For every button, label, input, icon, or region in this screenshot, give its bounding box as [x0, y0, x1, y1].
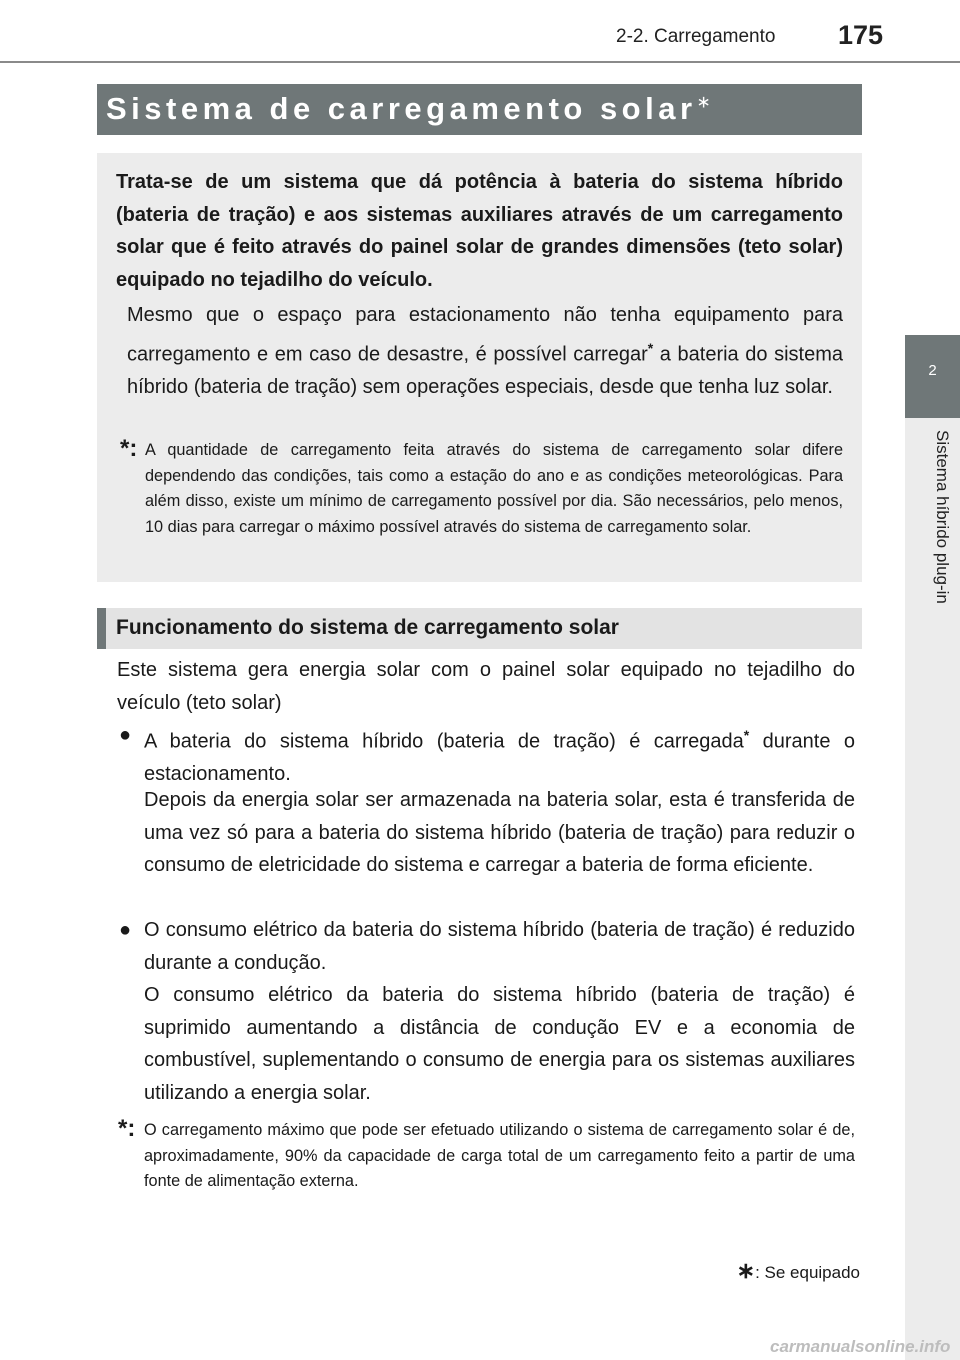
section-heading: [106, 91, 711, 127]
intro-paragraph-start: Mesmo que o espaço para estacionamento não tenha equipamento para carregamento e em caso de desastre, é possível carregar: [127, 304, 843, 366]
chapter-title: Sistema híbrido plug-in: [933, 430, 952, 604]
bullet-text-start: A bateria do sistema híbrido (bateria de tração) é carregada: [144, 730, 744, 753]
intro-summary: Trata-se de um sistema que dá potência à bateria do sistema híbrido (bateria de tração) e aos sistemas auxiliares através de um carregamento solar que é feito através do painel solar de grandes dimensões (teto solar) equipado no tejadilho do veículo.: [116, 171, 843, 291]
footnote-ref: *: [647, 339, 654, 356]
bullet-item: [144, 719, 855, 791]
bullet-icon: ●: [119, 919, 132, 941]
section-heading-text: Sistema de carregamento solar: [106, 91, 697, 126]
bullet-item: O consumo elétrico da bateria do sistema híbrido (bateria de tração) é reduzido durante a condução.: [144, 919, 855, 974]
intro-box: [97, 153, 862, 582]
note-marker: *:: [120, 435, 138, 462]
equipped-marker: ∗: [696, 92, 711, 112]
footnote-ref: *: [743, 727, 750, 743]
subheading: Funcionamento do sistema de carregamento solar: [116, 616, 619, 639]
intro-paragraph-end: a bateria do sistema híbrido (bateria de tração) sem operações especiais, desde que tenha luz solar.: [127, 343, 844, 398]
header-divider: [0, 61, 960, 63]
bullet-detail: O consumo elétrico da bateria do sistema híbrido (bateria de tração) é suprimido aumentando a distância de condução EV e a economia de combustível, suplementando o consumo de energia para os sistemas auxiliares utilizando a energia solar.: [144, 984, 855, 1104]
bullet-icon: ●: [119, 724, 132, 746]
note-marker: *:: [118, 1115, 136, 1142]
page-number: 175: [838, 20, 884, 50]
section-title: 2-2. Carregamento: [616, 26, 776, 47]
chapter-number: 2: [928, 362, 937, 379]
equipped-star: ∗: [736, 1258, 756, 1283]
section-heading-bar: [97, 84, 862, 135]
equipped-footnote: [737, 1258, 860, 1284]
bullet-text-end: durante o estacionamento.: [144, 730, 855, 786]
watermark: carmanualsonline.info: [770, 1337, 951, 1356]
intro-paragraph: [127, 299, 843, 403]
bullet-detail: Depois da energia solar ser armazenada na bateria solar, esta é transferida de uma vez só para a bateria do sistema híbrido (bateria de tração) para reduzir o consumo de eletricidade do sistema e carregar a bateria de forma eficiente.: [144, 789, 855, 876]
equipped-text: : Se equipado: [755, 1263, 860, 1282]
subheading-bar: [97, 608, 862, 649]
body-footnote: O carregamento máximo que pode ser efetuado utilizando o sistema de carregamento solar é de, aproximadamente, 90% da capacidade de carga total de um carregamento feito a partir de uma fonte de alimentação externa.: [144, 1121, 855, 1190]
intro-footnote: A quantidade de carregamento feita através do sistema de carregamento solar difere dependendo das condições, tais como a estação do ano e as condições meteorológicas. Para além disso, existe um mínimo de carregamento possível por dia. São necessários, pelo menos, 10 dias para carregar o máximo possível através do sistema de carregamento solar.: [145, 441, 843, 536]
body-intro: Este sistema gera energia solar com o painel solar equipado no tejadilho do veículo (teto solar): [117, 659, 855, 714]
chapter-tab[interactable]: [905, 335, 960, 418]
